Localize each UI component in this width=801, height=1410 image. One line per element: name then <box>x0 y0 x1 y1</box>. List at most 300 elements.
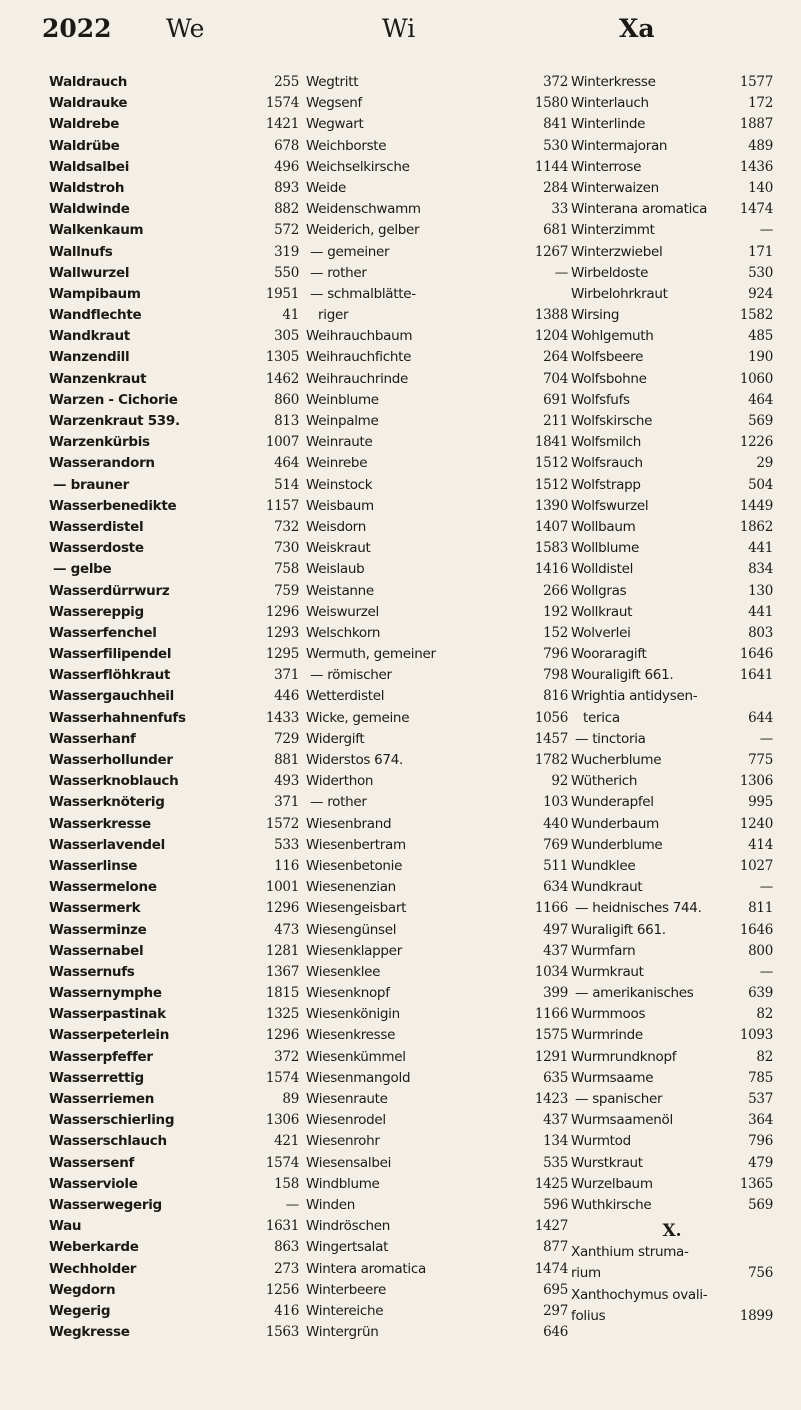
entry-page-number: 416 <box>274 1302 299 1319</box>
index-entry <box>49 858 299 879</box>
entry-page-number: 834 <box>748 561 773 578</box>
entry-term: Wiesenkönigin <box>306 1006 400 1023</box>
entry-page-number: 1296 <box>265 603 299 620</box>
index-entry <box>571 752 773 773</box>
index-entry <box>306 95 568 116</box>
entry-term: Weide <box>306 179 346 196</box>
index-entry <box>306 413 568 434</box>
index-entry <box>49 455 299 476</box>
entry-page-number: 572 <box>274 222 299 239</box>
entry-page-number: 255 <box>274 74 299 90</box>
index-entry <box>49 688 299 709</box>
entry-page-number: 881 <box>274 752 299 768</box>
entry-page-number: 816 <box>543 688 568 705</box>
entry-page-number: 695 <box>543 1281 568 1298</box>
entry-page-number: 1782 <box>534 752 568 768</box>
entry-term: Wegkresse <box>49 1324 130 1341</box>
index-entry <box>49 943 299 964</box>
entry-term: Wegwart <box>306 116 364 133</box>
entry-term: Wasserriemen <box>49 1091 155 1107</box>
entry-term: Weinblume <box>306 391 379 408</box>
entry-term: Wolfsbohne <box>571 370 647 387</box>
entry-page-number: — <box>759 222 773 239</box>
entry-page-number: 1841 <box>534 434 568 451</box>
entry-term: Wanzendill <box>49 349 130 366</box>
entry-page-number: 41 <box>282 307 299 324</box>
index-entry <box>306 816 568 837</box>
entry-page-number: 1433 <box>265 709 299 726</box>
index-entry <box>49 201 299 222</box>
index-entry <box>571 1244 773 1265</box>
entry-term: Winterrose <box>571 158 642 175</box>
entry-term: Weidenschwamm <box>306 201 421 218</box>
entry-page-number: 319 <box>274 243 299 260</box>
entry-page-number: 446 <box>274 688 299 705</box>
entry-term: Wiesenbrand <box>306 815 392 832</box>
entry-page-number: 785 <box>748 1069 773 1086</box>
entry-term: Wütherich <box>571 773 638 790</box>
index-entry <box>306 964 568 985</box>
index-entry <box>49 731 299 752</box>
entry-page-number: 130 <box>748 582 773 599</box>
entry-term: Wurmkraut <box>571 963 644 980</box>
index-entry <box>49 816 299 837</box>
entry-term: Wasserdoste <box>49 540 144 557</box>
entry-term: Wassernabel <box>49 942 144 959</box>
index-entry <box>306 1218 568 1239</box>
index-entry <box>306 625 568 646</box>
entry-page-number: 1815 <box>265 985 299 1002</box>
index-entry <box>306 583 568 604</box>
index-entry <box>49 74 299 95</box>
entry-page-number: — <box>554 264 568 281</box>
entry-term: Weichborste <box>306 137 387 154</box>
entry-term: Waldrauch <box>49 74 128 90</box>
entry-page-number: 1267 <box>534 243 568 260</box>
entry-page-number: 414 <box>748 836 773 853</box>
entry-term: Wundklee <box>571 857 636 874</box>
entry-term: Wollgras <box>571 582 627 599</box>
entry-page-number: 399 <box>543 985 568 1002</box>
entry-page-number: 1093 <box>739 1027 773 1044</box>
entry-term: Wiesenklapper <box>306 942 402 959</box>
entry-term: Wermuth, gemeiner <box>306 646 436 663</box>
entry-page-number: 1423 <box>534 1091 568 1107</box>
entry-term: Winterlauch <box>571 95 649 112</box>
entry-page-number: 811 <box>748 900 773 917</box>
index-entry <box>306 1112 568 1133</box>
index-entry <box>571 307 773 328</box>
entry-term: Warzenkraut 539. <box>49 413 180 429</box>
index-entry <box>49 879 299 900</box>
entry-term: Waldrauke <box>49 95 128 112</box>
entry-term: Weihrauchfichte <box>306 349 412 366</box>
entry-page-number: 504 <box>748 476 773 493</box>
entry-term: Wolfsfufs <box>571 391 630 408</box>
entry-term: terica <box>583 709 620 726</box>
entry-term: Wirsing <box>571 307 620 324</box>
entry-term: Wintera aromatica <box>306 1260 426 1277</box>
entry-term: Winterbeere <box>306 1281 386 1298</box>
index-entry <box>49 752 299 773</box>
entry-term: — rother <box>310 794 367 811</box>
entry-page-number: 1166 <box>534 900 568 917</box>
entry-term: Wolfskirsche <box>571 413 653 429</box>
index-entry <box>306 1324 568 1345</box>
entry-page-number: 1574 <box>265 1069 299 1086</box>
entry-term: Wasserflöhkraut <box>49 667 171 684</box>
index-entry <box>49 583 299 604</box>
index-entry <box>49 1070 299 1091</box>
index-entry <box>571 604 773 625</box>
index-entry <box>306 710 568 731</box>
entry-page-number: 1951 <box>265 285 299 302</box>
entry-page-number: 29 <box>756 455 773 472</box>
index-entry <box>306 1303 568 1324</box>
index-entry <box>306 74 568 95</box>
index-entry <box>49 116 299 137</box>
index-entry <box>571 138 773 159</box>
entry-page-number: 550 <box>274 264 299 281</box>
entry-term: rium <box>571 1265 601 1282</box>
section-heading-x: X. <box>662 1221 682 1242</box>
entry-term: Wuraligift 661. <box>571 921 666 938</box>
entry-term: Winterana aromatica <box>571 201 708 218</box>
index-entry <box>306 222 568 243</box>
entry-term: Weichselkirsche <box>306 158 410 175</box>
entry-term: — brauner <box>53 476 129 493</box>
entry-term: Wasserlavendel <box>49 836 165 853</box>
entry-page-number: 1388 <box>534 307 568 324</box>
entry-term: Wasserdürrwurz <box>49 582 170 599</box>
entry-page-number: 533 <box>274 836 299 853</box>
entry-page-number: 1512 <box>534 455 568 472</box>
entry-page-number: 371 <box>274 667 299 684</box>
index-entry <box>571 1287 773 1308</box>
index-entry <box>49 794 299 815</box>
index-entry <box>571 265 773 286</box>
entry-term: Waldrübe <box>49 137 120 154</box>
index-entry <box>49 900 299 921</box>
entry-page-number: 775 <box>748 752 773 768</box>
entry-page-number: 639 <box>748 985 773 1002</box>
index-entry <box>306 688 568 709</box>
entry-term: Weihrauchrinde <box>306 370 409 387</box>
entry-term: Wasserpastinak <box>49 1006 166 1023</box>
entry-term: Wunderbaum <box>571 815 659 832</box>
index-entry <box>306 646 568 667</box>
entry-page-number: 759 <box>274 582 299 599</box>
entry-page-number: 1580 <box>534 95 568 112</box>
entry-page-number: 266 <box>543 582 568 599</box>
index-entry <box>49 667 299 688</box>
entry-term: Wiesenbetonie <box>306 857 403 874</box>
entry-page-number: 493 <box>274 773 299 790</box>
entry-term: Waldwinde <box>49 201 130 218</box>
index-entry <box>571 519 773 540</box>
entry-term: Wurmrundknopf <box>571 1048 677 1065</box>
entry-term: Wegsenf <box>306 95 362 112</box>
index-entry <box>306 180 568 201</box>
index-entry <box>571 392 773 413</box>
entry-page-number: 211 <box>543 413 568 429</box>
index-entry <box>571 201 773 222</box>
entry-term: Wassermerk <box>49 900 141 917</box>
entry-term: Weberkarde <box>49 1239 139 1256</box>
entry-page-number: 514 <box>274 476 299 493</box>
index-entry <box>49 1261 299 1282</box>
entry-term: Wicke, gemeine <box>306 709 410 726</box>
index-entry <box>49 710 299 731</box>
index-entry <box>306 1027 568 1048</box>
entry-page-number: 596 <box>543 1196 568 1213</box>
index-entry <box>571 922 773 943</box>
entry-page-number: 1306 <box>739 773 773 790</box>
index-entry <box>306 455 568 476</box>
entry-term: Wolldistel <box>571 561 634 578</box>
entry-page-number: 464 <box>274 455 299 472</box>
entry-page-number: 1367 <box>265 963 299 980</box>
entry-term: — spanischer <box>575 1091 663 1107</box>
entry-page-number: — <box>759 963 773 980</box>
entry-page-number: 1462 <box>265 370 299 387</box>
index-entry <box>571 116 773 137</box>
index-entry <box>49 1112 299 1133</box>
entry-page-number: 893 <box>274 179 299 196</box>
entry-term: Weislaub <box>306 561 365 578</box>
entry-page-number: 704 <box>543 370 568 387</box>
page-header <box>0 14 801 54</box>
entry-term: Wunderblume <box>571 836 663 853</box>
entry-page-number: 473 <box>274 921 299 938</box>
entry-page-number: 537 <box>748 1091 773 1107</box>
entry-term: Wiesengünsel <box>306 921 397 938</box>
entry-page-number: 1474 <box>534 1260 568 1277</box>
entry-page-number: 796 <box>748 1133 773 1150</box>
entry-term: Wrightia antidysen- <box>571 688 698 705</box>
index-entry <box>306 922 568 943</box>
index-entry <box>49 1197 299 1218</box>
index-entry <box>49 922 299 943</box>
entry-page-number: 171 <box>748 243 773 260</box>
index-entry <box>49 95 299 116</box>
entry-term: Wohlgemuth <box>571 328 654 345</box>
entry-page-number: 92 <box>551 773 568 790</box>
index-entry <box>49 222 299 243</box>
entry-page-number: 440 <box>543 815 568 832</box>
entry-term: Winterzwiebel <box>571 243 663 260</box>
entry-term: — gemeiner <box>310 243 390 260</box>
entry-term: Wassereppig <box>49 603 144 620</box>
entry-page-number: 1157 <box>265 497 299 514</box>
index-entry <box>306 1006 568 1027</box>
entry-term: Warzenkürbis <box>49 434 150 451</box>
entry-page-number: 364 <box>748 1112 773 1129</box>
entry-term: Wurmmoos <box>571 1006 646 1023</box>
entry-page-number: 437 <box>543 1112 568 1129</box>
index-entry <box>49 837 299 858</box>
index-entry <box>49 328 299 349</box>
index-entry <box>306 561 568 582</box>
entry-page-number: 1390 <box>534 497 568 514</box>
entry-term: Wasserviole <box>49 1175 138 1192</box>
entry-term: Wolverlei <box>571 624 631 641</box>
entry-page-number: 1577 <box>739 74 773 90</box>
entry-term: Wallwurzel <box>49 264 130 281</box>
index-entry <box>49 985 299 1006</box>
entry-term: Wintermajoran <box>571 137 668 154</box>
index-entry <box>306 1261 568 1282</box>
entry-term: Wasserhollunder <box>49 752 173 768</box>
entry-page-number: 1144 <box>534 158 568 175</box>
entry-page-number: 1563 <box>265 1324 299 1341</box>
entry-page-number: 1575 <box>534 1027 568 1044</box>
entry-term: Wollbaum <box>571 518 636 535</box>
entry-term: — rother <box>310 264 367 281</box>
index-entry <box>571 816 773 837</box>
entry-term: Waldsalbei <box>49 158 130 175</box>
entry-term: Widerstos 674. <box>306 752 403 768</box>
index-entry <box>306 731 568 752</box>
entry-term: Wolfsmilch <box>571 434 641 451</box>
entry-term: Wegerig <box>49 1302 111 1319</box>
entry-page-number: 140 <box>748 179 773 196</box>
entry-term: Wasserknoblauch <box>49 773 179 790</box>
entry-page-number: 479 <box>748 1154 773 1171</box>
index-entry <box>571 413 773 434</box>
entry-page-number: 1293 <box>265 624 299 641</box>
entry-term: folius <box>571 1307 606 1324</box>
entry-page-number: 1425 <box>534 1175 568 1192</box>
index-entry <box>49 1218 299 1239</box>
index-entry <box>571 95 773 116</box>
entry-term: Wolfsrauch <box>571 455 643 472</box>
entry-term: Winterwaizen <box>571 179 659 196</box>
entry-page-number: 1281 <box>265 942 299 959</box>
entry-page-number: 1365 <box>739 1175 773 1192</box>
index-entry <box>306 837 568 858</box>
entry-term: Wetterdistel <box>306 688 385 705</box>
index-entry <box>571 858 773 879</box>
index-entry <box>571 455 773 476</box>
entry-page-number: 1582 <box>739 307 773 324</box>
index-entry <box>571 561 773 582</box>
entry-page-number: 1449 <box>739 497 773 514</box>
index-entry <box>571 1308 773 1329</box>
entry-page-number: 530 <box>748 264 773 281</box>
entry-page-number: 116 <box>274 857 299 874</box>
entry-page-number: 152 <box>543 624 568 641</box>
entry-page-number: 496 <box>274 158 299 175</box>
header-left-range: We <box>166 14 205 43</box>
entry-term: Wurmsaame <box>571 1069 654 1086</box>
index-entry <box>49 646 299 667</box>
index-entry <box>571 837 773 858</box>
entry-term: Wallnufs <box>49 243 113 260</box>
entry-term: Wasserpeterlein <box>49 1027 170 1044</box>
index-entry <box>571 667 773 688</box>
entry-term: Wolfstrapp <box>571 476 641 493</box>
entry-page-number: 1572 <box>265 815 299 832</box>
entry-term: Wegtritt <box>306 74 359 90</box>
entry-page-number: 1887 <box>739 116 773 133</box>
index-entry <box>49 1006 299 1027</box>
entry-term: Wasserandorn <box>49 455 155 472</box>
entry-term: Weinraute <box>306 434 373 451</box>
entry-term: Windblume <box>306 1175 380 1192</box>
index-entry <box>49 307 299 328</box>
index-entry <box>571 710 773 731</box>
index-entry <box>306 1133 568 1154</box>
entry-term: Wunderapfel <box>571 794 654 811</box>
entry-term: — amerikanisches <box>575 985 694 1002</box>
entry-page-number: 172 <box>748 95 773 112</box>
index-entry <box>49 498 299 519</box>
entry-term: — schmalblätte- <box>310 285 416 302</box>
index-entry <box>571 794 773 815</box>
entry-page-number: 758 <box>274 561 299 578</box>
entry-page-number: 1001 <box>265 879 299 896</box>
index-entry <box>306 328 568 349</box>
entry-page-number: 1034 <box>534 963 568 980</box>
entry-term: Wurstkraut <box>571 1154 643 1171</box>
entry-page-number: 192 <box>543 603 568 620</box>
entry-term: Wasserfilipendel <box>49 646 172 663</box>
entry-term: Wasserschierling <box>49 1112 175 1129</box>
entry-term: Wingertsalat <box>306 1239 389 1256</box>
index-entry <box>306 1091 568 1112</box>
index-entry <box>571 498 773 519</box>
entry-page-number: 1027 <box>739 857 773 874</box>
index-entry <box>306 498 568 519</box>
header-right-range: Xa <box>619 14 655 43</box>
index-entry <box>306 900 568 921</box>
entry-term: Wampibaum <box>49 285 141 302</box>
entry-term: Wintereiche <box>306 1302 384 1319</box>
entry-page-number: 860 <box>274 391 299 408</box>
index-column-2 <box>306 74 568 1345</box>
entry-page-number: 1060 <box>739 370 773 387</box>
index-entry <box>306 604 568 625</box>
entry-page-number: 813 <box>274 413 299 429</box>
entry-term: Winterzimmt <box>571 222 655 239</box>
entry-term: Xanthium struma- <box>571 1244 689 1261</box>
entry-term: Weinrebe <box>306 455 368 472</box>
entry-page-number: 635 <box>543 1069 568 1086</box>
entry-page-number: 569 <box>748 413 773 429</box>
entry-term: Weihrauchbaum <box>306 328 413 345</box>
entry-term: Wassermelone <box>49 879 157 896</box>
entry-page-number: 1436 <box>739 158 773 175</box>
entry-term: Weinpalme <box>306 413 379 429</box>
entry-term: Wiesenrohr <box>306 1133 380 1150</box>
entry-page-number: 1862 <box>739 518 773 535</box>
entry-page-number: 372 <box>543 74 568 90</box>
index-entry <box>571 1027 773 1048</box>
index-entry <box>306 1176 568 1197</box>
index-entry <box>306 1155 568 1176</box>
index-entry <box>571 1176 773 1197</box>
entry-term: Wiesenmangold <box>306 1069 411 1086</box>
entry-page-number: 82 <box>756 1006 773 1023</box>
entry-term: Wasserhahnenfufs <box>49 709 186 726</box>
index-entry <box>571 286 773 307</box>
entry-term: Wasserwegerig <box>49 1196 162 1213</box>
index-column-1 <box>49 74 299 1345</box>
index-entry <box>306 392 568 413</box>
entry-page-number: 511 <box>543 857 568 874</box>
entry-term: Weiswurzel <box>306 603 379 620</box>
